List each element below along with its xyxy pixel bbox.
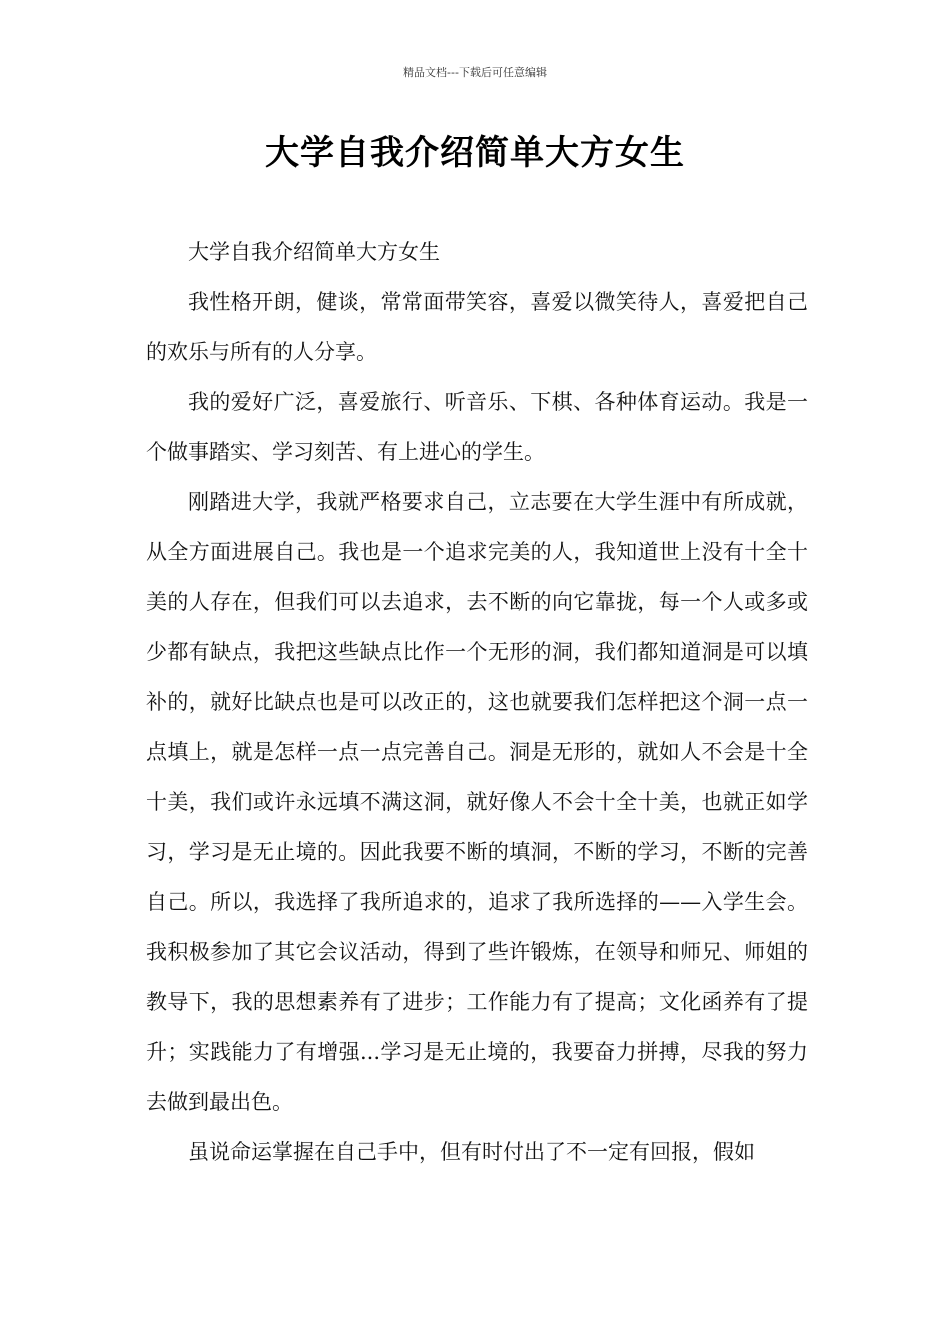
paragraph: 我的爱好广泛，喜爱旅行、听音乐、下棋、各种体育运动。我是一个做事踏实、学习刻苦、有上进心的学生。 — [146, 390, 808, 464]
paragraph-subtitle: 大学自我介绍简单大方女生 — [188, 240, 440, 264]
document-body — [146, 227, 808, 1177]
paragraph: 我性格开朗，健谈，常常面带笑容，喜爱以微笑待人，喜爱把自己的欢乐与所有的人分享。 — [146, 290, 808, 364]
paragraph: 刚踏进大学，我就严格要求自己，立志要在大学生涯中有所成就，从全方面进展自己。我也是一个追求完美的人，我知道世上没有十全十美的人存在，但我们可以去追求，去不断的向它靠拢，每一个人或多或少都有缺点，我把这些缺点比作一个无形的洞，我们都知道洞是可以填补的，就好比缺点也是可以改正的，这也就要我们怎样把这个洞一点一点填上，就是怎样一点一点完善自己。洞是无形的，就如人不会是十全十美，我们或许永远填不满这洞，就好像人不会十全十美，也就正如学习，学习是无止境的。因此我要不断的填洞，不断的学习，不断的完善自己。所以，我选择了我所追求的，追求了我所选择的——入学生会。我积极参加了其它会议活动，得到了些许锻炼，在领导和师兄、师姐的教导下，我的思想素养有了进步；工作能力有了提高；文化函养有了提升；实践能力了有增强...学习是无止境的，我要奋力拼搏，尽我的努力去做到最出色。 — [146, 490, 808, 1114]
document-title: 大学自我介绍简单大方女生 — [265, 133, 685, 173]
paragraph: 虽说命运掌握在自己手中，但有时付出了不一定有回报，假如 — [188, 1140, 755, 1164]
header-note: 精品文档---下载后可任意编辑 — [403, 66, 547, 79]
